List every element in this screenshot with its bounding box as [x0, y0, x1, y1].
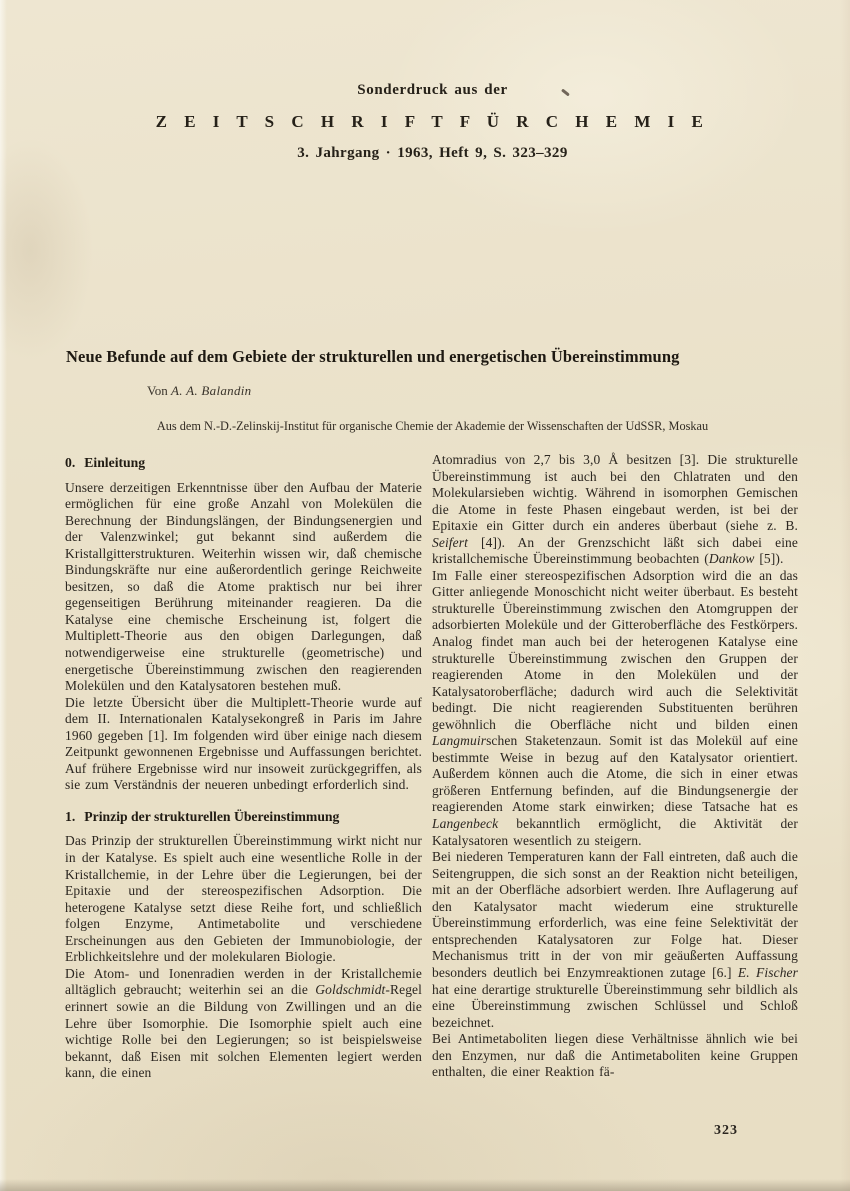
paragraph: Bei niederen Temperaturen kann der Fall eintreten, daß auch die Seitengruppen, die sich sonst an der Reaktion nicht beteiligen, mit an der Oberfläche adsorbiert werden. Ihre Auflagerung auf den Katalysator macht wiederum eine strukturelle Übereinstimmung erforderlich, was eine feine Selektivität der entsprechenden Katalysatoren zur Folge hat. Dieser Mechanismus tritt in der von mir geäußerten Auffassung besonders deutlich bei Enzymreaktionen zutage [6.] E. Fischer hat eine derartige strukturelle Übereinstimmung sehr bildlich als eine Übereinstimmung zwischen Schlüssel und Schloß bezeichnet. — [432, 849, 798, 1030]
emphasized-name: Langenbeck — [432, 816, 499, 832]
column-left — [65, 452, 422, 1082]
author-name: A. A. Balandin — [170, 383, 252, 398]
byline-prefix: Von — [147, 383, 171, 398]
section-title: Prinzip der strukturellen Übereinstimmung — [84, 808, 340, 824]
paragraph: Atomradius von 2,7 bis 3,0 Å besitzen [3]. Die strukturelle Übereinstimmung ist auch bei den Chlatraten und den Molekularsieben wichtig. Während in isomorphen Gemischen die Atome in feste Phasen eingebaut werden, ist bei der Epitaxie ein Gitter durch ein anderes überbaut (siehe z. B. Seifert [4]). An der Grenzschicht läßt sich dabei eine kristallchemische Übereinstimmung beobachten (Dankow [5]). — [432, 452, 798, 567]
paragraph: Das Prinzip der strukturellen Übereinstimmung wirkt nicht nur in der Katalyse. Es spielt auch eine wesentliche Rolle in der Kristallchemie, in der Lehre über die Legierungen, bei der Epitaxie und der stereospezifischen Adsorption. Die heterogene Katalyse setzt diese Reihe fort, und schließlich folgen Enzyme, Antimetabolite und verschiedene Erscheinungen aus den Gebieten der Immunobiologie, der Erblichkeitslehre und der molekularen Biologie. — [65, 833, 422, 965]
emphasized-name: Seifert — [432, 534, 468, 550]
paragraph: Unsere derzeitigen Erkenntnisse über den Aufbau der Materie ermöglichen für eine große Anzahl von Molekülen die Berechnung der Bindungslängen, der Bindungsenergien und der Valenzwinkel; gut bekannt sind außerdem die Kristallgitterstrukturen. Weiterhin wissen wir, daß chemische Bindungskräfte nur eine außerordentlich geringe Reichweite besitzen, so daß die Atome praktisch nur bei ihrer gegenseitigen Berührung miteinander reagieren. Da die Katalyse eine chemische Erscheinung ist, folgert die Multiplett-Theorie aus den obigen Darlegungen, daß notwendigerweise eine strukturelle (geometrische) und energetische Übereinstimmung zwischen den reagierenden Molekülen und den Katalysatoren bestehen muß. — [65, 479, 422, 694]
article-title: Neue Befunde auf dem Gebiete der strukturellen und energetischen Übereinstimmung — [66, 347, 680, 366]
paper-bottom-shadow — [0, 1179, 850, 1191]
paragraph: Im Falle einer stereospezifischen Adsorption wird die an das Gitter anliegende Monoschicht nicht weiter überbaut. Es besteht strukturelle Übereinstimmung zwischen den Atomgruppen der adsorbierten Moleküle und der Gitteroberfläche des Festkörpers. Analog findet man auch bei der heterogenen Katalyse eine strukturelle Übereinstimmung zwischen den Gruppen der reagierenden Atome in den Molekülen und der Katalysatoroberfläche; dadurch wird auch die Selektivität bedingt. Die nicht reagierenden Substituenten berühren gewöhnlich die Oberfläche nicht und bilden einen Langmuirschen Staketenzaun. Somit ist das Molekül auf eine bestimmte Weise in bezug auf den Katalysator orientiert. Außerdem können auch die Atome, die sich in einer etwas größeren Entfernung befinden, auf die Bindungsenergie der reagierenden Atome stark einwirken; diese Tatsache hat es Langenbeck bekanntlich ermöglicht, die Aktivität der Katalysatoren wesentlich zu steigern. — [432, 567, 798, 848]
byline — [147, 383, 251, 399]
reprint-note: Sonderdruck aus der — [357, 82, 508, 98]
affiliation-line: Aus dem N.-D.-Zelinskij-Institut für organische Chemie der Akademie der Wissenschaften der UdSSR, Moskau — [156, 419, 709, 433]
section-heading — [65, 809, 422, 826]
paragraph: Bei Antimetaboliten liegen diese Verhältnisse ähnlich wie bei den Enzymen, nur daß die Antimetaboliten keine Gruppen enthalten, die einer Reaktion fä- — [432, 1031, 798, 1080]
journal-name: Z E I T S C H R I F T F Ü R C H E M I E — [155, 112, 710, 131]
journal-header — [65, 82, 800, 162]
section-number: 1. — [65, 808, 76, 824]
emphasized-name: E. Fischer — [737, 964, 798, 980]
section-number: 0. — [65, 455, 76, 470]
emphasized-name: Dankow — [708, 551, 755, 567]
paragraph: Die letzte Übersicht über die Multiplett-Theorie wurde auf dem II. Internationalen Katalysekongreß in Paris im Jahre 1960 gegeben [1]. Im folgenden wird über einige nach diesem Zeitpunkt gewonnenen Ergebnisse und Auffassungen berichtet. Auf frühere Ergebnisse wird nur insoweit zurückgegriffen, als sie zum Verständnis der neueren unbedingt erforderlich sind. — [65, 694, 422, 793]
column-right — [432, 452, 798, 1081]
paragraph: Die Atom- und Ionenradien werden in der Kristallchemie alltäglich gebraucht; weiterhin sei an die Goldschmidt-Regel erinnert sowie an die Bildung von Zwillingen und an die Lehre über Isomorphie. Die Isomorphie spielt auch eine wichtige Rolle bei den Legierungen; so ist beispielsweise bekannt, daß Eisen mit solchen Elementen legiert werden kann, die einen — [65, 965, 422, 1081]
emphasized-name: Langmuir — [432, 733, 487, 749]
section-title: Einleitung — [84, 455, 146, 470]
paper-right-edge-shade — [840, 0, 850, 1191]
paper-left-edge-highlight — [0, 0, 7, 1191]
journal-issue-info: 3. Jahrgang · 1963, Heft 9, S. 323–329 — [297, 145, 568, 161]
section-heading — [65, 455, 422, 472]
emphasized-name: Goldschmidt — [315, 982, 386, 998]
page-number: 323 — [714, 1123, 738, 1138]
